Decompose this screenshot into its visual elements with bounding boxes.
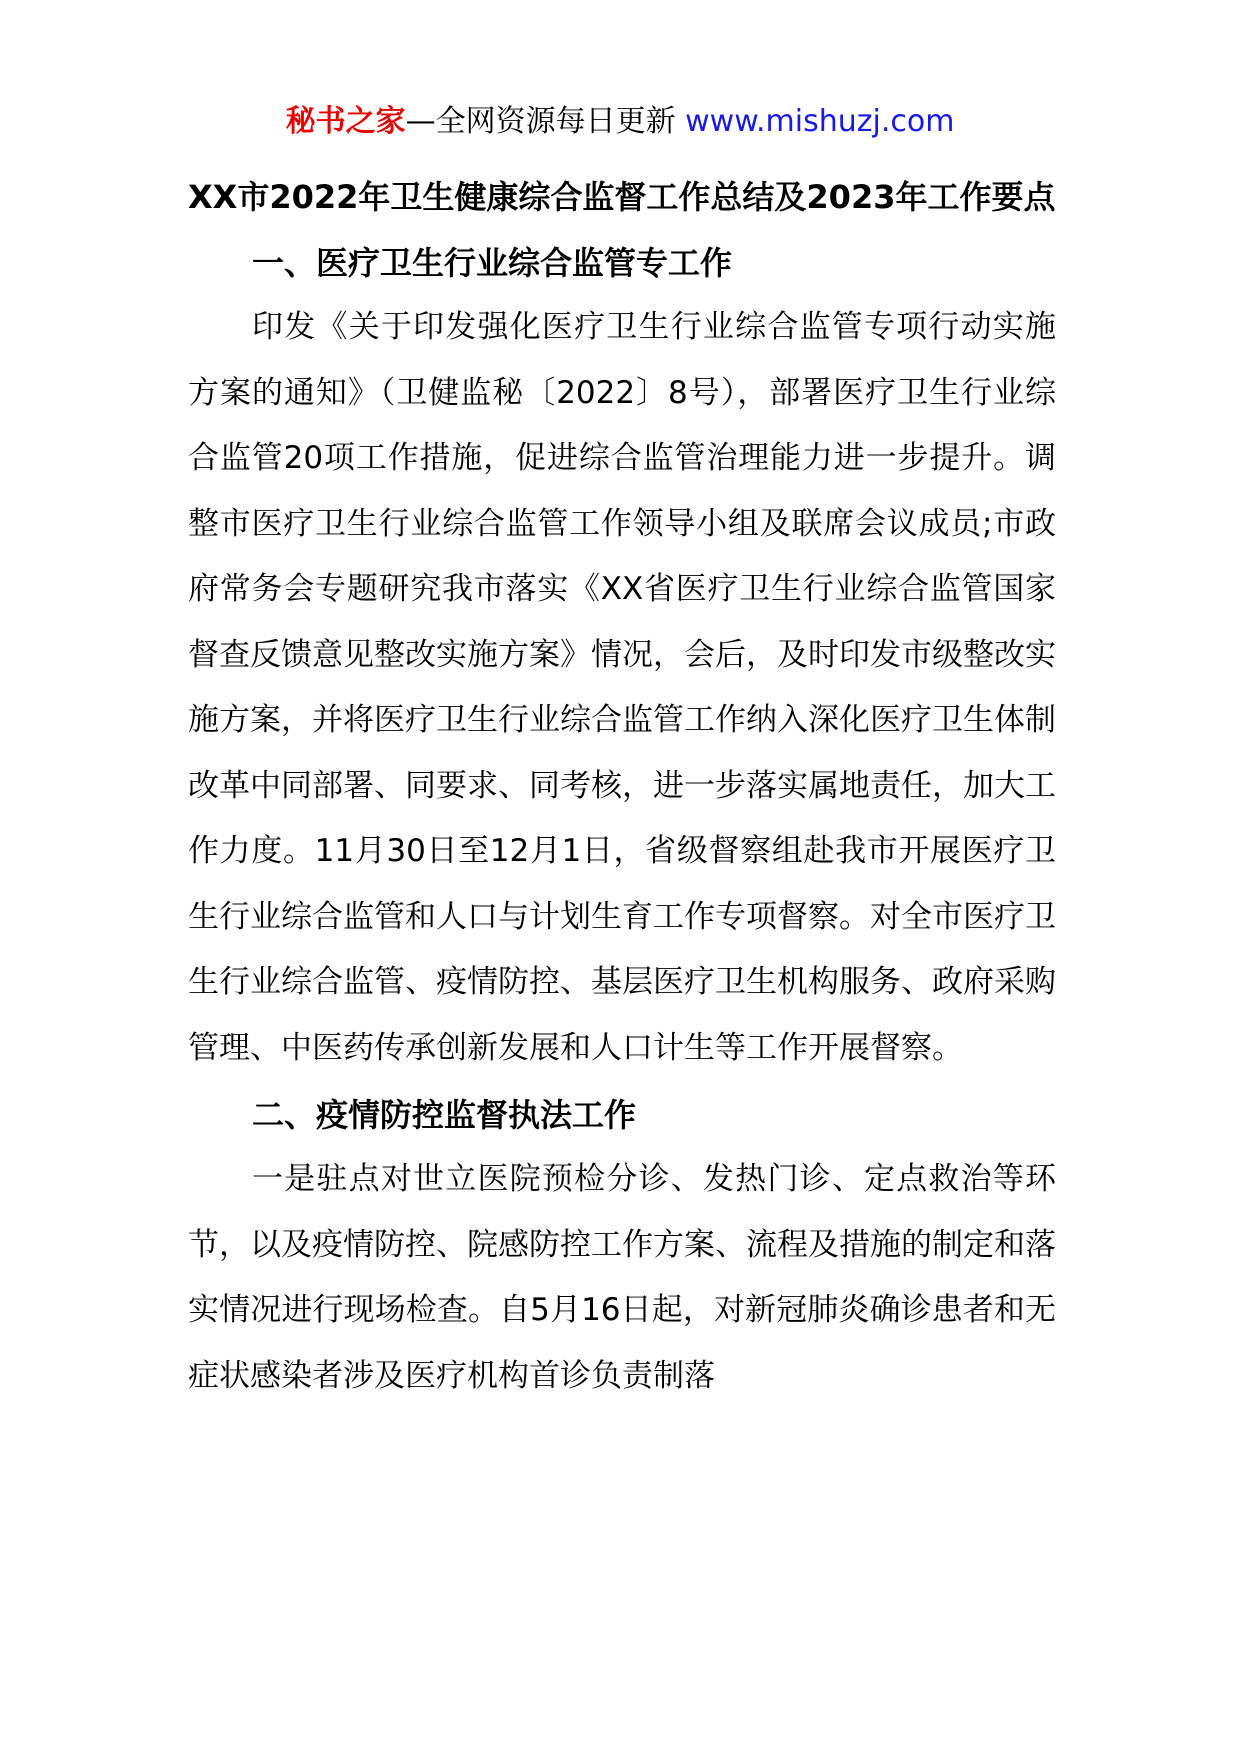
document-title: XX市2022年卫生健康综合监督工作总结及2023年工作要点 <box>188 178 1056 216</box>
section-1-paragraph: 印发《关于印发强化医疗卫生行业综合监管专项行动实施方案的通知》（卫健监秘〔2022〕8号），部署医疗卫生行业综合监管20项工作措施，促进综合监管治理能力进一步提升。调整市医疗卫生行业综合监管工作领导小组及联席会议成员;市政府常务会专题研究我市落实《XX省医疗卫生行业综合监管国家督查反馈意见整改实施方案》情况，会后，及时印发市级整改实施方案，并将医疗卫生行业综合监管工作纳入深化医疗卫生体制改革中同部署、同要求、同考核，进一步落实属地责任，加大工作力度。11月30日至12月1日，省级督察组赴我市开展医疗卫生行业综合监管和人口与计划生育工作专项督察。对全市医疗卫生行业综合监管、疫情防控、基层医疗卫生机构服务、政府采购管理、中医药传承创新发展和人口计生等工作开展督察。 <box>188 309 1056 1066</box>
site-header <box>0 100 1240 144</box>
site-url-link[interactable]: www.mishuzj.com <box>685 104 955 139</box>
header-tagline: —全网资源每日更新 <box>405 104 676 139</box>
document-body <box>188 165 1056 1411</box>
section-2-paragraph: 一是驻点对世立医院预检分诊、发热门诊、定点救治等环节，以及疫情防控、院感防控工作方案、流程及措施的制定和落实情况进行现场检查。自5月16日起，对新冠肺炎确诊患者和无症状感染者涉及医疗机构首诊负责制落 <box>188 1161 1056 1394</box>
section-heading-1: 一、医疗卫生行业综合监管专工作 <box>252 244 733 282</box>
section-heading-2: 二、疫情防控监督执法工作 <box>252 1096 637 1134</box>
brand-name: 秘书之家 <box>285 104 406 139</box>
